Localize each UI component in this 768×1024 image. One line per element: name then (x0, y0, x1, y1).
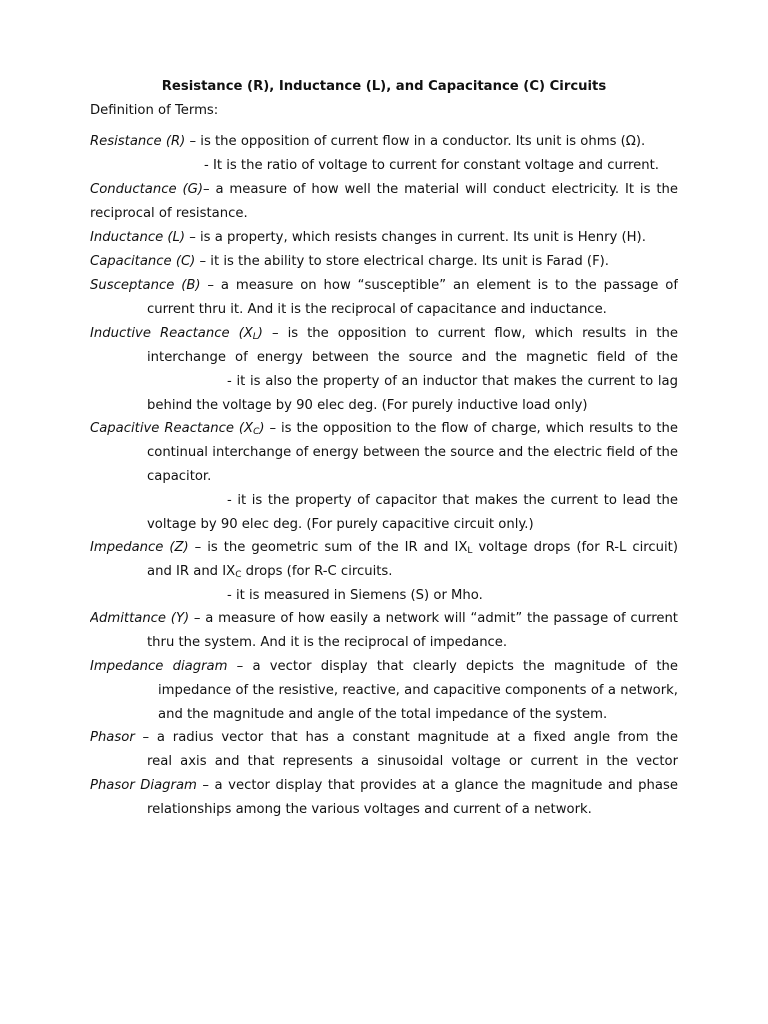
def-capacitive-reactance-line4: - it is the property of capacitor that makes the current to lead the (227, 493, 678, 508)
def-impedance-diagram: Impedance diagram – a vector display that clearly depicts the magnitude of the (90, 659, 678, 674)
term-inductive-reactance: Inductive Reactance $(X_L)$ (90, 326, 263, 342)
def-inductive-reactance-line2: interchange of energy between the source and the magnetic field of the (147, 350, 678, 365)
term-impedance: Impedance (Z) (90, 540, 189, 555)
def-capacitance: Capacitance (C) – it is the ability to store electrical charge. Its unit is Farad (F). (90, 254, 609, 269)
def-inductive-reactance-line3: - it is also the property of an inductor that makes the current to lag (227, 374, 678, 389)
term-susceptance: Susceptance (B) (90, 278, 201, 293)
def-phasor-line2: real axis and that represents a sinusoidal voltage or current in the vector (147, 754, 678, 769)
def-admittance: Admittance (Y) – a measure of how easily a network will “admit” the passage of current (90, 611, 678, 626)
def-phasor-diagram: Phasor Diagram – a vector display that provides at a glance the magnitude and phase (90, 778, 678, 793)
def-admittance-line2: thru the system. And it is the reciprocal of impedance. (147, 635, 508, 650)
def-capacitive-reactance-line2: continual interchange of energy between the source and the electric field of the (147, 445, 678, 460)
def-impedance: Impedance (Z) – is the geometric sum of the IR and $IX_L$ voltage drops (for R-L circuit) (90, 540, 678, 556)
def-resistance: Resistance (R) – is the opposition of current flow in a conductor. Its unit is ohms (Ω). (90, 134, 646, 149)
term-impedance-diagram: Impedance diagram (90, 659, 228, 674)
def-conductance: Conductance (G)– a measure of how well the material will conduct electricity. It is the (90, 182, 678, 197)
term-capacitive-reactance: Capacitive Reactance $(X_C)$ (90, 421, 265, 437)
term-inductance: Inductance (L) (90, 230, 186, 245)
term-resistance: Resistance (R) (90, 134, 186, 149)
def-impedance-diagram-line2: impedance of the resistive, reactive, and capacitive components of a network, (158, 683, 678, 698)
def-susceptance-line2: current thru it. And it is the reciprocal of capacitance and inductance. (147, 302, 607, 317)
def-impedance-line3: - it is measured in Siemens (S) or Mho. (227, 588, 483, 603)
def-capacitive-reactance-line5: voltage by 90 elec deg. (For purely capacitive circuit only.) (147, 517, 534, 532)
term-admittance: Admittance (Y) (90, 611, 190, 626)
def-inductive-reactance-line4: behind the voltage by 90 elec deg. (For purely inductive load only) (147, 398, 588, 413)
term-capacitance: Capacitance (C) (90, 254, 196, 269)
def-susceptance: Susceptance (B) – a measure on how “susceptible” an element is to the passage of (90, 278, 678, 293)
def-resistance-line2: - It is the ratio of voltage to current for constant voltage and current. (204, 158, 659, 173)
def-impedance-diagram-line3: and the magnitude and angle of the total impedance of the system. (158, 707, 608, 722)
def-impedance-line2: and IR and $IX_C$ drops (for R-C circuits. (147, 564, 393, 580)
def-conductance-line2: reciprocal of resistance. (90, 206, 248, 221)
def-phasor-diagram-line2: relationships among the various voltages and current of a network. (147, 802, 592, 817)
definition-heading: Definition of Terms: (90, 103, 219, 118)
term-conductance: Conductance (G) (90, 182, 203, 197)
def-inductive-reactance: Inductive Reactance $(X_L)$ – is the opposition to current flow, which results in the (90, 326, 678, 342)
def-capacitive-reactance: Capacitive Reactance $(X_C)$ – is the opposition to the flow of charge, which results to the (90, 421, 678, 437)
term-phasor-diagram: Phasor Diagram (90, 778, 197, 793)
def-inductance: Inductance (L) – is a property, which resists changes in current. Its unit is Henry (H). (90, 230, 646, 245)
term-phasor: Phasor (90, 730, 135, 745)
page-title: Resistance (R), Inductance (L), and Capacitance (C) Circuits (161, 79, 607, 94)
def-phasor: Phasor – a radius vector that has a constant magnitude at a fixed angle from the (90, 730, 678, 745)
def-capacitive-reactance-line3: capacitor. (147, 469, 212, 484)
